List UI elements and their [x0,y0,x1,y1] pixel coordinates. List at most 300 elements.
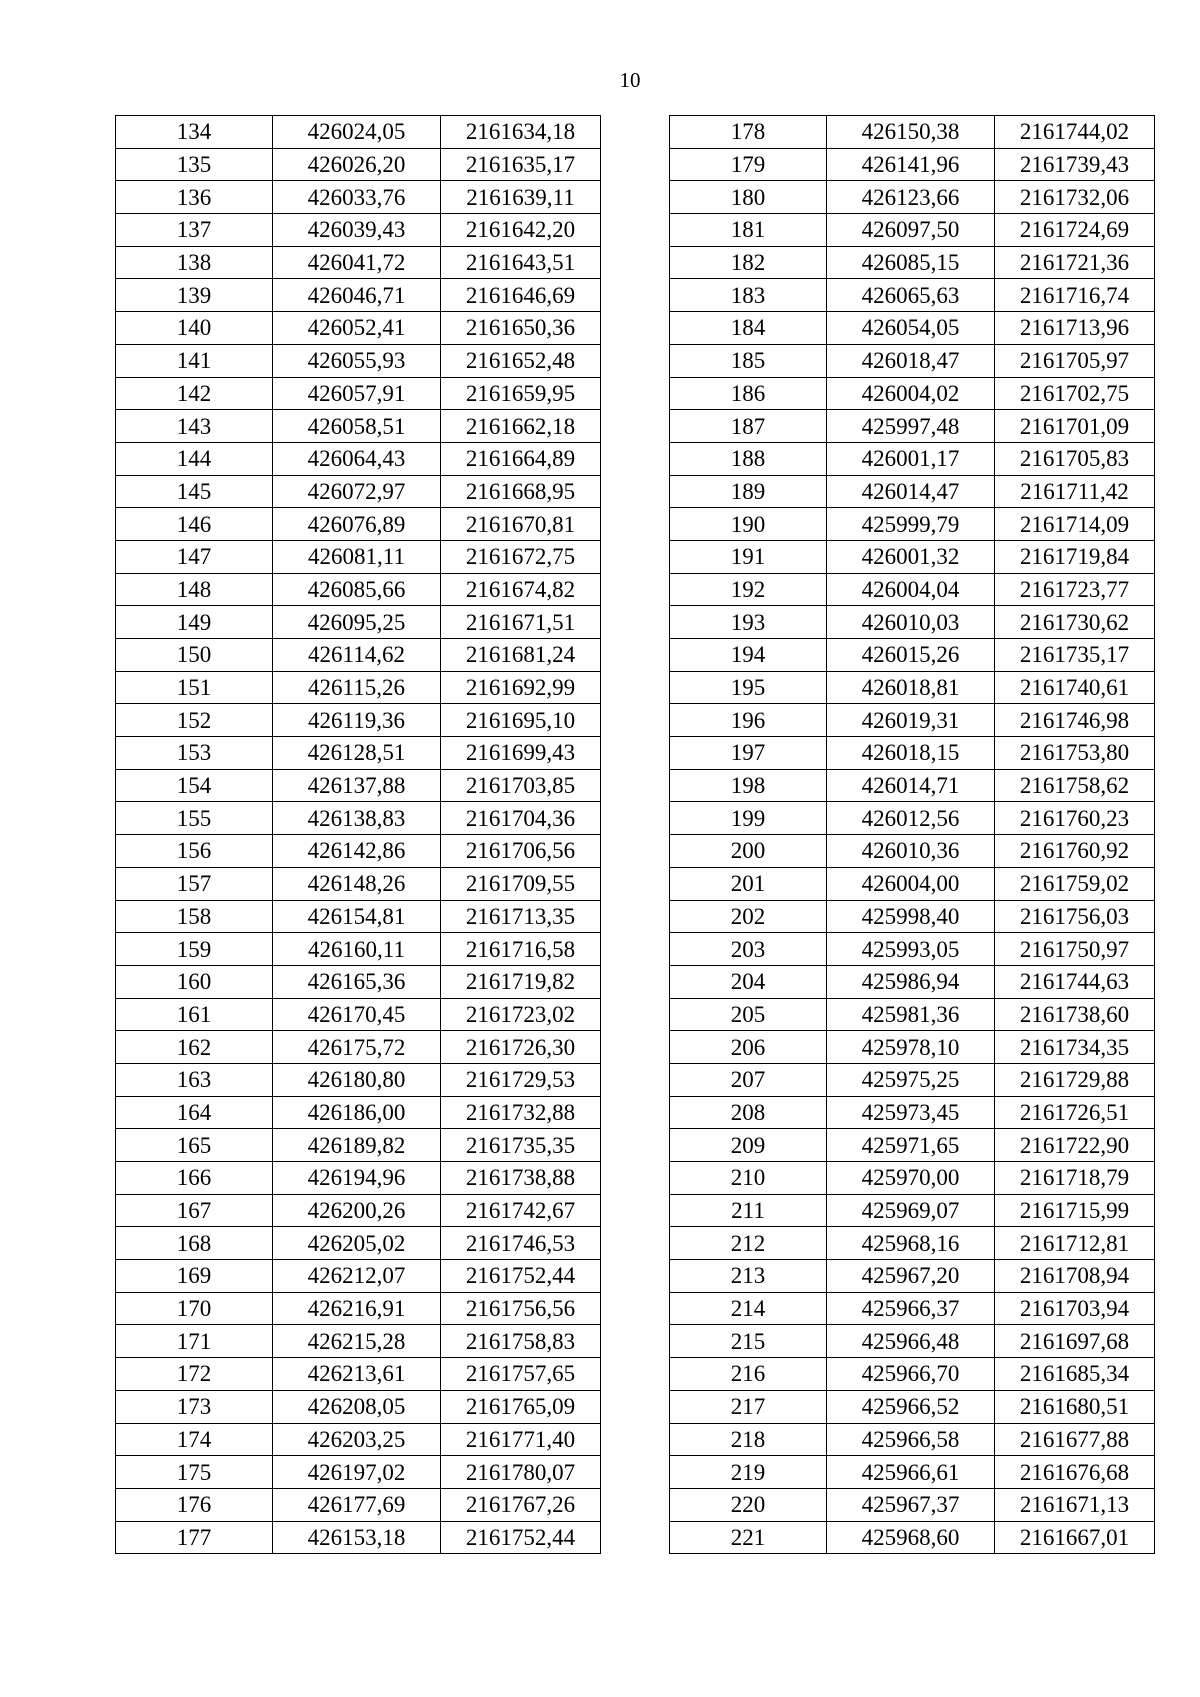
table-row [670,540,1155,573]
table-row [670,344,1155,377]
x-coordinate-cell: 426160,11 [273,933,441,966]
x-coordinate-cell: 426004,04 [827,573,995,606]
x-coordinate-cell: 426095,25 [273,606,441,639]
point-number-cell: 212 [670,1227,827,1260]
y-coordinate-cell: 2161701,09 [995,410,1155,443]
x-coordinate-cell: 426018,81 [827,671,995,704]
table-row [670,1260,1155,1293]
x-coordinate-cell: 426015,26 [827,639,995,672]
point-number-cell: 191 [670,540,827,573]
x-coordinate-cell: 426014,71 [827,769,995,802]
y-coordinate-cell: 2161760,23 [995,802,1155,835]
y-coordinate-cell: 2161726,30 [441,1031,601,1064]
y-coordinate-cell: 2161780,07 [441,1456,601,1489]
point-number-cell: 202 [670,900,827,933]
table-row [670,606,1155,639]
table-row [670,1325,1155,1358]
point-number-cell: 160 [116,965,273,998]
point-number-cell: 162 [116,1031,273,1064]
y-coordinate-cell: 2161716,74 [995,279,1155,312]
point-number-cell: 217 [670,1390,827,1423]
table-row [670,312,1155,345]
table-row [670,704,1155,737]
y-coordinate-cell: 2161771,40 [441,1423,601,1456]
y-coordinate-cell: 2161713,35 [441,900,601,933]
y-coordinate-cell: 2161723,02 [441,998,601,1031]
y-coordinate-cell: 2161719,84 [995,540,1155,573]
table-row [670,1292,1155,1325]
point-number-cell: 186 [670,377,827,410]
table-row [670,900,1155,933]
x-coordinate-cell: 426186,00 [273,1096,441,1129]
point-number-cell: 183 [670,279,827,312]
point-number-cell: 139 [116,279,273,312]
x-coordinate-cell: 425986,94 [827,965,995,998]
y-coordinate-cell: 2161744,63 [995,965,1155,998]
table-row [670,1227,1155,1260]
x-coordinate-cell: 426026,20 [273,148,441,181]
point-number-cell: 164 [116,1096,273,1129]
y-coordinate-cell: 2161709,55 [441,867,601,900]
table-row [670,671,1155,704]
y-coordinate-cell: 2161704,36 [441,802,601,835]
point-number-cell: 206 [670,1031,827,1064]
table-row [116,1456,601,1489]
y-coordinate-cell: 2161699,43 [441,737,601,770]
table-row [670,802,1155,835]
point-number-cell: 203 [670,933,827,966]
point-number-cell: 179 [670,148,827,181]
x-coordinate-cell: 426165,36 [273,965,441,998]
y-coordinate-cell: 2161760,92 [995,835,1155,868]
table-row [670,148,1155,181]
table-row [670,1456,1155,1489]
x-coordinate-cell: 426057,91 [273,377,441,410]
coordinates-table-body [116,116,601,1554]
y-coordinate-cell: 2161738,60 [995,998,1155,1031]
point-number-cell: 221 [670,1521,827,1554]
point-number-cell: 174 [116,1423,273,1456]
y-coordinate-cell: 2161767,26 [441,1488,601,1521]
table-row [116,148,601,181]
page-number: 10 [619,68,641,92]
x-coordinate-cell: 426058,51 [273,410,441,443]
x-coordinate-cell: 426065,63 [827,279,995,312]
point-number-cell: 134 [116,116,273,149]
table-row [116,1031,601,1064]
point-number-cell: 153 [116,737,273,770]
table-row [116,1162,601,1195]
x-coordinate-cell: 426046,71 [273,279,441,312]
point-number-cell: 192 [670,573,827,606]
x-coordinate-cell: 425970,00 [827,1162,995,1195]
point-number-cell: 173 [116,1390,273,1423]
point-number-cell: 177 [116,1521,273,1554]
x-coordinate-cell: 426141,96 [827,148,995,181]
x-coordinate-cell: 425968,60 [827,1521,995,1554]
y-coordinate-cell: 2161732,06 [995,181,1155,214]
table-row [670,1129,1155,1162]
point-number-cell: 205 [670,998,827,1031]
point-number-cell: 187 [670,410,827,443]
point-number-cell: 156 [116,835,273,868]
y-coordinate-cell: 2161705,97 [995,344,1155,377]
x-coordinate-cell: 426138,83 [273,802,441,835]
x-coordinate-cell: 425966,48 [827,1325,995,1358]
y-coordinate-cell: 2161659,95 [441,377,601,410]
point-number-cell: 213 [670,1260,827,1293]
table-row [116,508,601,541]
point-number-cell: 215 [670,1325,827,1358]
table-row [116,1325,601,1358]
point-number-cell: 216 [670,1358,827,1391]
x-coordinate-cell: 426153,18 [273,1521,441,1554]
x-coordinate-cell: 425978,10 [827,1031,995,1064]
table-row [116,1063,601,1096]
point-number-cell: 159 [116,933,273,966]
table-row [116,312,601,345]
table-row [670,1063,1155,1096]
point-number-cell: 185 [670,344,827,377]
y-coordinate-cell: 2161642,20 [441,214,601,247]
table-row [116,214,601,247]
x-coordinate-cell: 426072,97 [273,475,441,508]
point-number-cell: 169 [116,1260,273,1293]
point-number-cell: 136 [116,181,273,214]
table-row [670,835,1155,868]
point-number-cell: 151 [116,671,273,704]
table-row [670,1488,1155,1521]
table-row [670,1358,1155,1391]
y-coordinate-cell: 2161705,83 [995,442,1155,475]
y-coordinate-cell: 2161739,43 [995,148,1155,181]
point-number-cell: 190 [670,508,827,541]
y-coordinate-cell: 2161668,95 [441,475,601,508]
table-row [116,1390,601,1423]
x-coordinate-cell: 426055,93 [273,344,441,377]
table-row [116,769,601,802]
x-coordinate-cell: 426189,82 [273,1129,441,1162]
y-coordinate-cell: 2161752,44 [441,1521,601,1554]
y-coordinate-cell: 2161744,02 [995,116,1155,149]
x-coordinate-cell: 425981,36 [827,998,995,1031]
x-coordinate-cell: 426012,56 [827,802,995,835]
point-number-cell: 210 [670,1162,827,1195]
y-coordinate-cell: 2161671,13 [995,1488,1155,1521]
x-coordinate-cell: 426119,36 [273,704,441,737]
y-coordinate-cell: 2161680,51 [995,1390,1155,1423]
x-coordinate-cell: 426212,07 [273,1260,441,1293]
x-coordinate-cell: 426137,88 [273,769,441,802]
point-number-cell: 220 [670,1488,827,1521]
y-coordinate-cell: 2161723,77 [995,573,1155,606]
y-coordinate-cell: 2161759,02 [995,867,1155,900]
x-coordinate-cell: 426024,05 [273,116,441,149]
y-coordinate-cell: 2161713,96 [995,312,1155,345]
x-coordinate-cell: 425969,07 [827,1194,995,1227]
y-coordinate-cell: 2161662,18 [441,410,601,443]
table-row [670,442,1155,475]
x-coordinate-cell: 425993,05 [827,933,995,966]
table-row [670,377,1155,410]
x-coordinate-cell: 425973,45 [827,1096,995,1129]
x-coordinate-cell: 426097,50 [827,214,995,247]
table-row [116,1292,601,1325]
point-number-cell: 199 [670,802,827,835]
point-number-cell: 197 [670,737,827,770]
table-row [116,671,601,704]
point-number-cell: 188 [670,442,827,475]
y-coordinate-cell: 2161765,09 [441,1390,601,1423]
y-coordinate-cell: 2161752,44 [441,1260,601,1293]
point-number-cell: 194 [670,639,827,672]
x-coordinate-cell: 426041,72 [273,246,441,279]
point-number-cell: 166 [116,1162,273,1195]
table-row [116,540,601,573]
point-number-cell: 157 [116,867,273,900]
y-coordinate-cell: 2161756,03 [995,900,1155,933]
y-coordinate-cell: 2161706,56 [441,835,601,868]
table-row [670,737,1155,770]
table-row [670,410,1155,443]
x-coordinate-cell: 425997,48 [827,410,995,443]
x-coordinate-cell: 426010,36 [827,835,995,868]
y-coordinate-cell: 2161758,62 [995,769,1155,802]
x-coordinate-cell: 426081,11 [273,540,441,573]
point-number-cell: 161 [116,998,273,1031]
point-number-cell: 196 [670,704,827,737]
table-row [116,1358,601,1391]
point-number-cell: 218 [670,1423,827,1456]
x-coordinate-cell: 426142,86 [273,835,441,868]
table-row [116,606,601,639]
y-coordinate-cell: 2161756,56 [441,1292,601,1325]
y-coordinate-cell: 2161681,24 [441,639,601,672]
point-number-cell: 155 [116,802,273,835]
y-coordinate-cell: 2161664,89 [441,442,601,475]
y-coordinate-cell: 2161646,69 [441,279,601,312]
point-number-cell: 189 [670,475,827,508]
x-coordinate-cell: 426170,45 [273,998,441,1031]
y-coordinate-cell: 2161715,99 [995,1194,1155,1227]
table-row [116,933,601,966]
x-coordinate-cell: 426215,28 [273,1325,441,1358]
table-row [670,214,1155,247]
table-row [116,116,601,149]
y-coordinate-cell: 2161730,62 [995,606,1155,639]
y-coordinate-cell: 2161670,81 [441,508,601,541]
table-row [116,1129,601,1162]
table-row [116,1488,601,1521]
point-number-cell: 167 [116,1194,273,1227]
x-coordinate-cell: 426054,05 [827,312,995,345]
x-coordinate-cell: 426085,66 [273,573,441,606]
point-number-cell: 143 [116,410,273,443]
x-coordinate-cell: 426033,76 [273,181,441,214]
y-coordinate-cell: 2161652,48 [441,344,601,377]
y-coordinate-cell: 2161677,88 [995,1423,1155,1456]
point-number-cell: 149 [116,606,273,639]
x-coordinate-cell: 426205,02 [273,1227,441,1260]
point-number-cell: 175 [116,1456,273,1489]
point-number-cell: 198 [670,769,827,802]
point-number-cell: 168 [116,1227,273,1260]
x-coordinate-cell: 426018,47 [827,344,995,377]
table-row [670,1521,1155,1554]
y-coordinate-cell: 2161674,82 [441,573,601,606]
table-row [670,933,1155,966]
y-coordinate-cell: 2161757,65 [441,1358,601,1391]
y-coordinate-cell: 2161734,35 [995,1031,1155,1064]
x-coordinate-cell: 425966,61 [827,1456,995,1489]
x-coordinate-cell: 425998,40 [827,900,995,933]
x-coordinate-cell: 426019,31 [827,704,995,737]
x-coordinate-cell: 426123,66 [827,181,995,214]
table-row [670,1162,1155,1195]
table-row [670,867,1155,900]
point-number-cell: 195 [670,671,827,704]
y-coordinate-cell: 2161695,10 [441,704,601,737]
point-number-cell: 154 [116,769,273,802]
point-number-cell: 204 [670,965,827,998]
y-coordinate-cell: 2161740,61 [995,671,1155,704]
y-coordinate-cell: 2161711,42 [995,475,1155,508]
table-row [670,1390,1155,1423]
table-row [116,279,601,312]
x-coordinate-cell: 426216,91 [273,1292,441,1325]
table-row [670,639,1155,672]
x-coordinate-cell: 426004,00 [827,867,995,900]
x-coordinate-cell: 426076,89 [273,508,441,541]
table-row [670,279,1155,312]
table-row [670,116,1155,149]
point-number-cell: 170 [116,1292,273,1325]
table-row [116,1096,601,1129]
point-number-cell: 142 [116,377,273,410]
y-coordinate-cell: 2161729,53 [441,1063,601,1096]
point-number-cell: 182 [670,246,827,279]
point-number-cell: 141 [116,344,273,377]
table-row [116,639,601,672]
x-coordinate-cell: 426154,81 [273,900,441,933]
x-coordinate-cell: 426128,51 [273,737,441,770]
x-coordinate-cell: 426018,15 [827,737,995,770]
x-coordinate-cell: 425966,58 [827,1423,995,1456]
table-row [670,246,1155,279]
x-coordinate-cell: 426052,41 [273,312,441,345]
x-coordinate-cell: 426213,61 [273,1358,441,1391]
x-coordinate-cell: 426175,72 [273,1031,441,1064]
y-coordinate-cell: 2161634,18 [441,116,601,149]
y-coordinate-cell: 2161750,97 [995,933,1155,966]
y-coordinate-cell: 2161697,68 [995,1325,1155,1358]
point-number-cell: 152 [116,704,273,737]
x-coordinate-cell: 426148,26 [273,867,441,900]
point-number-cell: 219 [670,1456,827,1489]
y-coordinate-cell: 2161726,51 [995,1096,1155,1129]
table-row [670,181,1155,214]
point-number-cell: 144 [116,442,273,475]
table-row [116,998,601,1031]
table-row [116,835,601,868]
table-row [670,475,1155,508]
point-number-cell: 158 [116,900,273,933]
point-number-cell: 201 [670,867,827,900]
y-coordinate-cell: 2161735,17 [995,639,1155,672]
y-coordinate-cell: 2161719,82 [441,965,601,998]
point-number-cell: 178 [670,116,827,149]
point-number-cell: 211 [670,1194,827,1227]
point-number-cell: 200 [670,835,827,868]
x-coordinate-cell: 425967,20 [827,1260,995,1293]
table-row [116,1423,601,1456]
y-coordinate-cell: 2161712,81 [995,1227,1155,1260]
y-coordinate-cell: 2161703,85 [441,769,601,802]
point-number-cell: 209 [670,1129,827,1162]
table-row [116,377,601,410]
y-coordinate-cell: 2161729,88 [995,1063,1155,1096]
y-coordinate-cell: 2161639,11 [441,181,601,214]
coordinates-table-right [669,115,1155,1554]
x-coordinate-cell: 426115,26 [273,671,441,704]
x-coordinate-cell: 426194,96 [273,1162,441,1195]
point-number-cell: 171 [116,1325,273,1358]
point-number-cell: 180 [670,181,827,214]
table-row [116,867,601,900]
point-number-cell: 207 [670,1063,827,1096]
y-coordinate-cell: 2161721,36 [995,246,1155,279]
point-number-cell: 145 [116,475,273,508]
table-row [670,508,1155,541]
point-number-cell: 148 [116,573,273,606]
x-coordinate-cell: 426150,38 [827,116,995,149]
y-coordinate-cell: 2161667,01 [995,1521,1155,1554]
table-row [116,704,601,737]
table-row [670,1423,1155,1456]
y-coordinate-cell: 2161753,80 [995,737,1155,770]
y-coordinate-cell: 2161671,51 [441,606,601,639]
table-row [116,737,601,770]
table-row [116,1194,601,1227]
point-number-cell: 140 [116,312,273,345]
x-coordinate-cell: 425966,52 [827,1390,995,1423]
point-number-cell: 146 [116,508,273,541]
point-number-cell: 138 [116,246,273,279]
table-row [670,573,1155,606]
table-row [116,802,601,835]
y-coordinate-cell: 2161718,79 [995,1162,1155,1195]
point-number-cell: 150 [116,639,273,672]
table-row [670,769,1155,802]
table-row [116,900,601,933]
table-row [670,965,1155,998]
y-coordinate-cell: 2161650,36 [441,312,601,345]
x-coordinate-cell: 426001,32 [827,540,995,573]
y-coordinate-cell: 2161672,75 [441,540,601,573]
x-coordinate-cell: 426114,62 [273,639,441,672]
y-coordinate-cell: 2161746,53 [441,1227,601,1260]
x-coordinate-cell: 426197,02 [273,1456,441,1489]
point-number-cell: 172 [116,1358,273,1391]
y-coordinate-cell: 2161735,35 [441,1129,601,1162]
y-coordinate-cell: 2161635,17 [441,148,601,181]
point-number-cell: 165 [116,1129,273,1162]
table-row [670,1031,1155,1064]
point-number-cell: 214 [670,1292,827,1325]
table-row [670,998,1155,1031]
point-number-cell: 176 [116,1488,273,1521]
y-coordinate-cell: 2161742,67 [441,1194,601,1227]
